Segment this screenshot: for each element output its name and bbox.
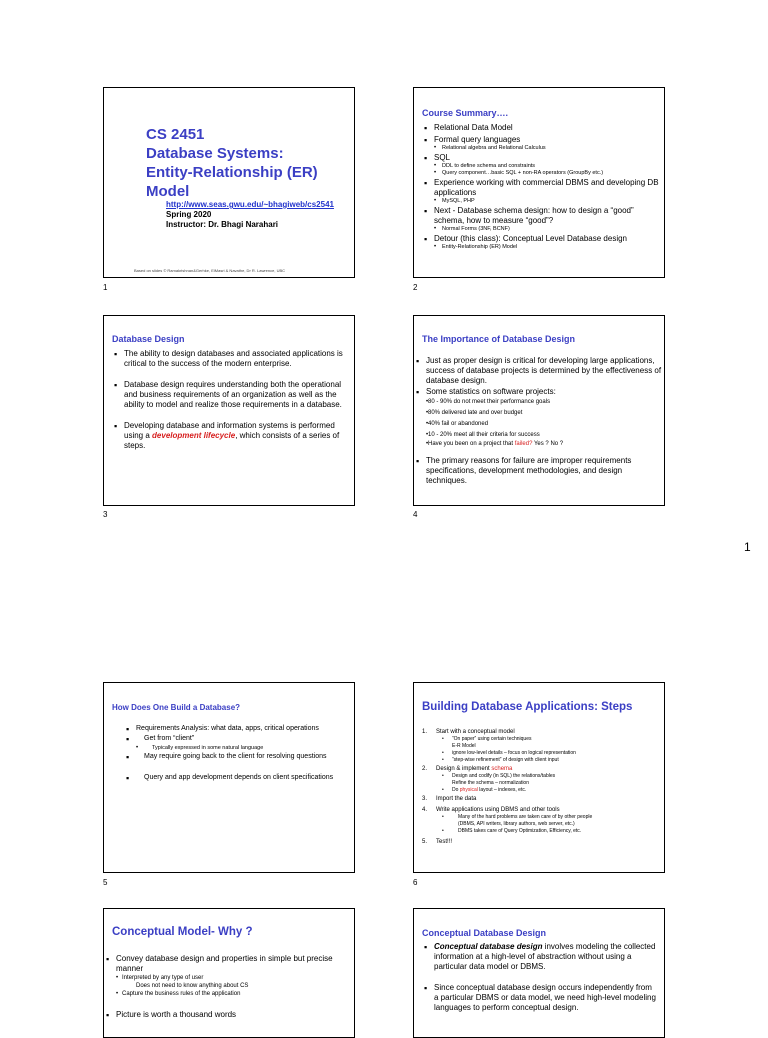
- list-subitem: • Entity-Relationship (ER) Model: [422, 244, 660, 251]
- list-subitem: • “On paper” using certain techniques: [414, 736, 664, 743]
- item-text: Write applications using DBMS and other tools: [436, 807, 560, 813]
- item-text: Start with a conceptual model: [436, 729, 515, 735]
- bullet-list: [104, 954, 344, 1020]
- item-text: , which consists of a series of steps.: [124, 431, 340, 450]
- bullet-list: [124, 724, 334, 783]
- slide-title: Conceptual Database Design: [422, 928, 547, 938]
- item-text: Yes ? No ?: [532, 441, 564, 447]
- item-text: Have you been on a project that: [428, 441, 515, 447]
- schema-word: schema: [491, 766, 513, 772]
- item-text: Developing database and information systems is performed using a: [124, 421, 335, 440]
- list-subitem: • “step-wise refinement” of design with client input: [414, 757, 664, 764]
- slide-8: [413, 908, 665, 1038]
- list-item: ▪ Database design requires understanding both the operational and business requirements of an organization as well as the ability to model and realize those requirements in a database.: [112, 380, 347, 410]
- slide-2: [413, 87, 665, 278]
- list-subitem: • Typically expressed in some natural language: [124, 744, 334, 752]
- list-item: ▪ Picture is worth a thousand words: [104, 1010, 344, 1020]
- bullet-list: [414, 356, 662, 486]
- list-item: 2. Design & implement schema: [422, 766, 513, 772]
- list-item: ▪ Formal query languages: [422, 135, 660, 145]
- title-line-1: Database Systems:: [146, 145, 284, 162]
- slide-number-4: 4: [413, 510, 418, 519]
- list-subitem: • Capture the business rules of the application: [104, 990, 344, 998]
- list-item: ▪ SQL: [422, 153, 660, 163]
- course-url[interactable]: http://www.seas.gwu.edu/~bhagiweb/cs2541: [166, 200, 334, 209]
- slide-6: [413, 682, 665, 873]
- list-subitem: • 80% delivered late and over budget: [414, 409, 662, 417]
- list-subitem: • Many of the hard problems are taken care of by other people: [414, 814, 664, 821]
- list-subitem: [414, 787, 664, 794]
- slide-number-2: 2: [413, 283, 418, 292]
- list-item: ▪ Convey database design and properties in simple but precise manner: [104, 954, 344, 974]
- list-item: ▪ Get from “client”: [124, 734, 334, 744]
- list-subitem: • Query component…basic SQL + non-RA operators (GroupBy etc.): [422, 170, 660, 177]
- physical-word: physical: [459, 787, 478, 793]
- list-subitem: • MySQL, PHP: [422, 198, 660, 205]
- list-item: [422, 942, 658, 972]
- bullet-list: [422, 942, 658, 1013]
- list-subitem: • ignore low-level details – focus on logical representation: [414, 750, 664, 757]
- list-subitem: [414, 440, 662, 448]
- item-text: Do: [452, 787, 460, 793]
- list-subitem: • Normal Forms (3NF, BCNF): [422, 226, 660, 233]
- list-item: ▪ May require going back to the client for resolving questions: [124, 752, 334, 762]
- item-text: layout – indexes, etc.: [477, 787, 527, 793]
- emphasis-term: Conceptual database design: [434, 942, 543, 951]
- bullet-list: [422, 123, 660, 251]
- list-subitem: Does not need to know anything about CS: [136, 983, 249, 989]
- item-text: Test!!!: [436, 839, 453, 845]
- title-line-2: Entity-Relationship (ER): [146, 164, 318, 181]
- slide-title: The Importance of Database Design: [422, 334, 576, 344]
- item-text: Design & implement: [436, 766, 492, 772]
- list-item: ▪ The primary reasons for failure are improper requirements specifications, development methodologies, and design techniques.: [414, 456, 662, 486]
- slide-title: Course Summary….: [422, 108, 509, 118]
- list-item: ▪ Just as proper design is critical for developing large applications, success of database projects is determined by the effectiveness of database design.: [414, 356, 662, 386]
- list-subitem: Refine the schema – normalization: [452, 780, 529, 786]
- title-line-3: Model: [146, 183, 190, 200]
- list-item: ▪ The ability to design databases and associated applications is critical to the success of the modern enterprise.: [112, 349, 347, 369]
- list-item: ▪ Experience working with commercial DBMS and developing DB applications: [422, 178, 660, 198]
- slide-title: Conceptual Model- Why ?: [112, 926, 253, 938]
- development-lifecycle-term: development lifecycle: [152, 431, 236, 440]
- slide-1: [103, 87, 355, 278]
- item-text: involves modeling the collected information at a high-level of abstraction without using a particular data model or DBMS.: [434, 942, 656, 971]
- slide-number-1: 1: [103, 283, 108, 292]
- list-item: 4. Write applications using DBMS and other tools: [422, 807, 560, 813]
- slide-5: [103, 682, 355, 873]
- list-subitem: • 10 - 20% meet all their criteria for success: [414, 431, 662, 439]
- slide-7: [103, 908, 355, 1038]
- list-subitem: • Design and codify (in SQL) the relations/tables: [414, 773, 664, 780]
- slide-3: [103, 315, 355, 506]
- list-subitem: E-R Model: [452, 743, 476, 749]
- list-item: ▪ Some statistics on software projects:: [414, 387, 662, 397]
- list-item: ▪ Query and app development depends on client specifications: [124, 773, 334, 783]
- list-item: ▪ Detour (this class): Conceptual Level Database design: [422, 234, 660, 244]
- list-subitem: (DBMS, API writers, library authors, web server, etc.): [458, 821, 575, 827]
- page-number: 1: [744, 540, 751, 554]
- list-subitem: • 80 - 90% do not meet their performance goals: [414, 398, 662, 406]
- instructor: Instructor: Dr. Bhagi Narahari: [166, 220, 279, 229]
- slide-number-3: 3: [103, 510, 108, 519]
- list-item: [112, 421, 347, 451]
- slide-number-5: 5: [103, 878, 108, 887]
- list-item: 1. Start with a conceptual model: [422, 729, 515, 735]
- slide-number-6: 6: [413, 878, 418, 887]
- slide-footer: Based on slides © Ramakrishnan&Gerhke, ElMasri & Navathe, Dr R. Lawrence, UBC: [134, 268, 286, 273]
- slide-title: Database Design: [112, 334, 185, 344]
- list-subitem: • 40% fail or abandoned: [414, 420, 662, 428]
- list-item: ▪ Next - Database schema design: how to design a “good” schema, how to measure “good”?: [422, 206, 660, 226]
- course-code: CS 2451: [146, 126, 205, 143]
- slide-title: Building Database Applications: Steps: [422, 701, 633, 713]
- list-subitem: • DBMS takes care of Query Optimization, Efficiency, etc.: [414, 828, 664, 835]
- list-subitem: • Relational algebra and Relational Calculus: [422, 145, 660, 152]
- list-item: 5. Test!!!: [422, 839, 453, 845]
- list-subitem: • Interpreted by any type of user: [104, 974, 344, 982]
- slide-title: How Does One Build a Database?: [112, 703, 241, 712]
- item-text: Import the data: [436, 796, 477, 802]
- slide-4: [413, 315, 665, 506]
- failed-word: failed?: [514, 441, 533, 447]
- list-item: 3. Import the data: [422, 796, 477, 802]
- bullet-list: [112, 349, 347, 451]
- term: Spring 2020: [166, 210, 212, 219]
- list-subitem: • DDL to define schema and constraints: [422, 163, 660, 170]
- steps-list: [414, 728, 664, 846]
- list-item: ▪ Relational Data Model: [422, 123, 660, 133]
- list-item: ▪ Since conceptual database design occurs independently from a particular DBMS or data model, we need high-level modeling languages to perform conceptual design.: [422, 983, 658, 1013]
- list-item: ▪ Requirements Analysis: what data, apps, critical operations: [124, 724, 334, 734]
